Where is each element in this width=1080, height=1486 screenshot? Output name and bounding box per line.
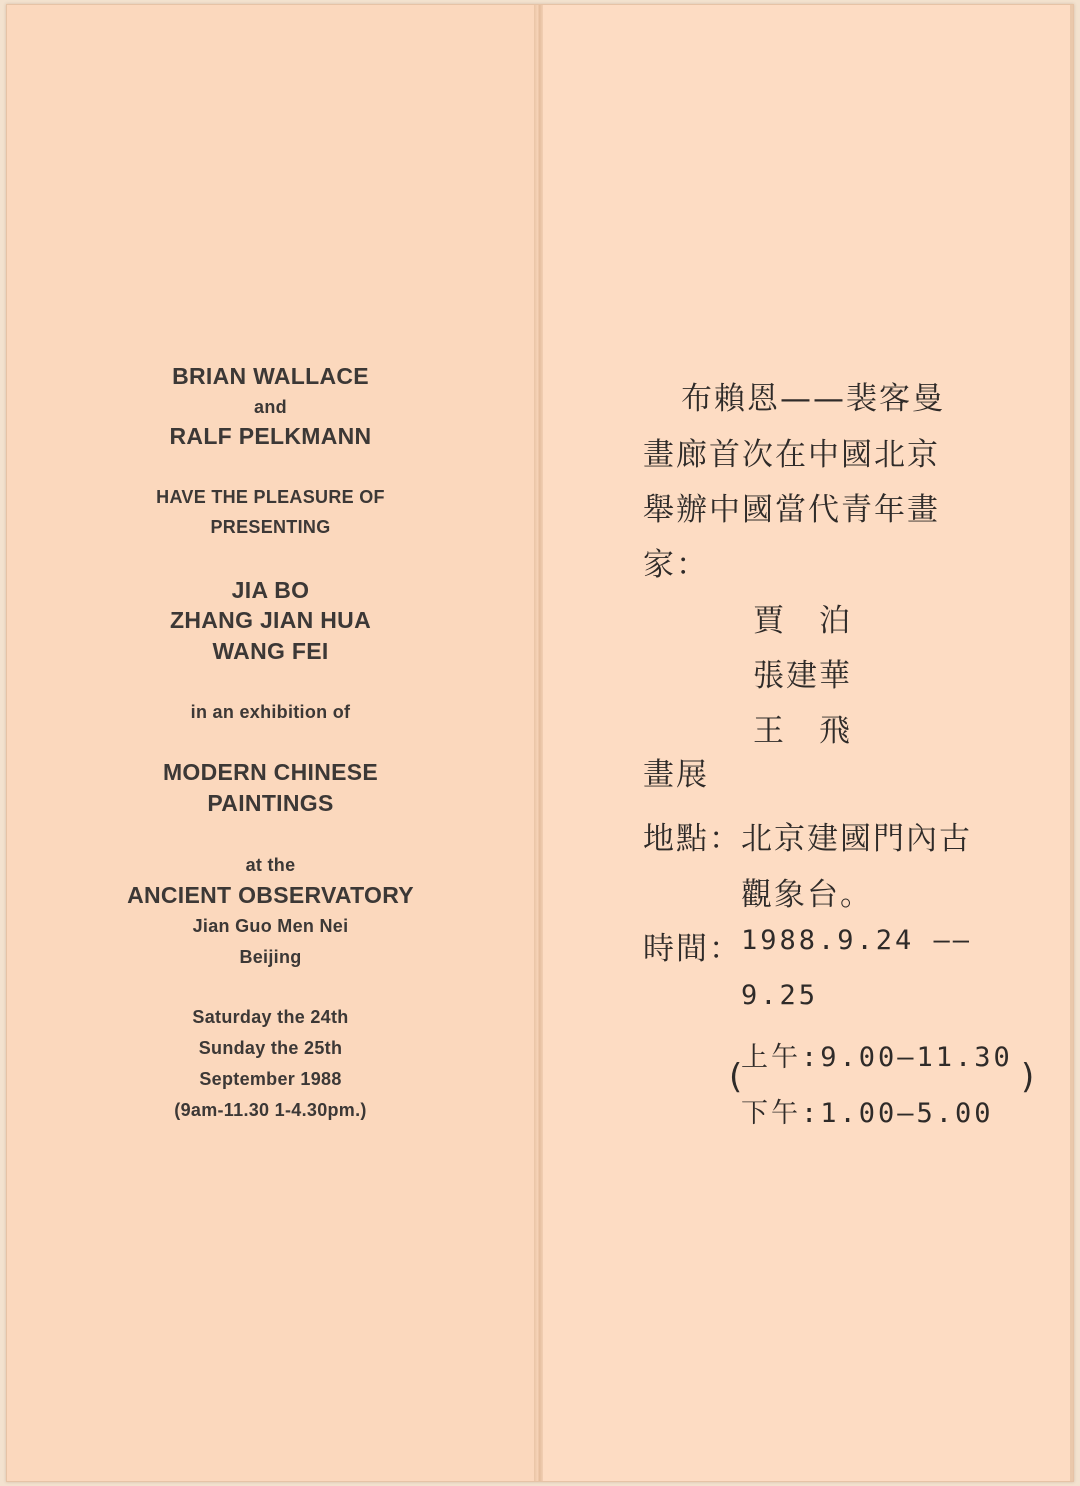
time-line-1: 1988.9.24 —— [741,925,973,956]
host-name-2: RALF PELKMANN [169,423,372,449]
hours-line: (9am-11.30 1-4.30pm.) [174,1100,367,1120]
am-hours: 上午:9.00—11.30 [741,1042,1013,1073]
chinese-panel [543,5,1073,1481]
venue-name: ANCIENT OBSERVATORY [127,882,414,908]
place-line-1: 北京建國門內古 [741,821,972,857]
paren-open: ( [729,1057,743,1097]
pm-hours: 下午:1.00—5.00 [741,1098,994,1129]
artist-name: ZHANG JIAN HUA [170,607,371,633]
time-label: 時間： [643,931,742,967]
zh-line-2: 畫廊首次在中國北京 [643,437,940,473]
date-line-3: September 1988 [199,1069,342,1089]
zh-artist-1: 賈 泊 [753,603,852,639]
english-panel [7,5,534,1481]
pleasure-line-1: HAVE THE PLEASURE OF [156,487,385,507]
date-line-2: Sunday the 25th [198,1038,343,1058]
zh-line-1: 布賴恩——裴客曼 [681,381,945,417]
exhibition-title-1: MODERN CHINESE [162,759,379,785]
zh-line-3: 舉辦中國當代青年畫 [643,492,940,528]
artist-name: WANG FEI [212,638,329,664]
exhibition-intro: in an exhibition of [190,702,351,722]
venue-city: Beijing [239,947,302,967]
zh-artist-2: 張建華 [753,658,852,694]
venue-street: Jian Guo Men Nei [192,916,349,936]
paren-close: ) [1021,1057,1035,1097]
host-name-1: BRIAN WALLACE [172,363,369,389]
fold-crease [534,5,543,1481]
invitation-card [6,4,1074,1482]
at-the-text: at the [245,855,296,875]
time-line-2: 9.25 [741,980,819,1011]
card-edge [1070,5,1073,1481]
place-label: 地點： [643,821,742,857]
zh-line-4: 家： [643,547,709,583]
zh-artist-3: 王 飛 [753,713,852,749]
and-text: and [254,397,287,417]
artist-name: JIA BO [231,577,310,603]
place-line-2: 觀象台。 [741,877,873,913]
pleasure-line-2: PRESENTING [210,517,331,537]
exhibition-title-2: PAINTINGS [207,790,334,816]
zh-exhibit: 畫展 [643,757,709,793]
date-line-1: Saturday the 24th [192,1007,349,1027]
